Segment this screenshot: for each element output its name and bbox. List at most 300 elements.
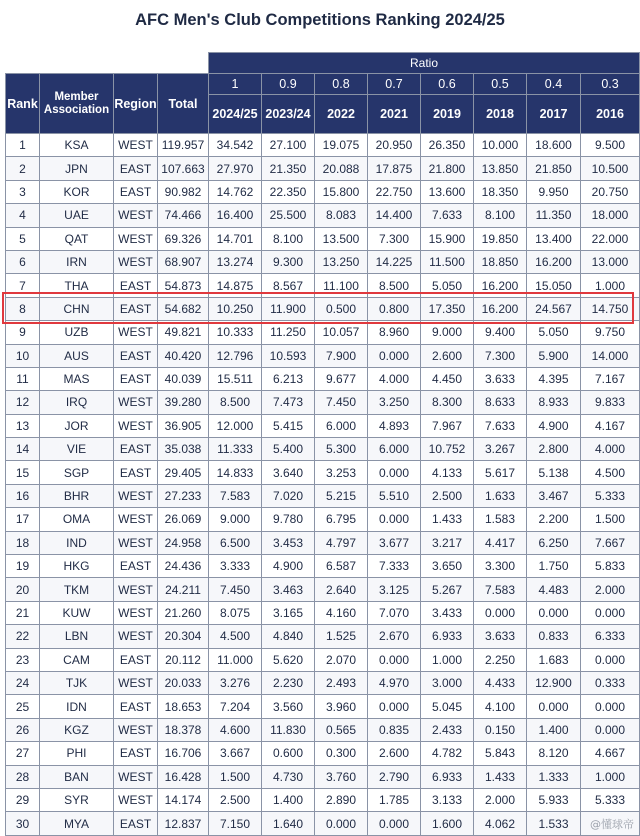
table-cell: 5.138 [527, 461, 581, 484]
table-cell: WEST [114, 671, 158, 694]
table-cell: 1 [6, 134, 40, 157]
table-cell: 3.133 [421, 788, 474, 811]
table-cell: 4.395 [527, 367, 581, 390]
table-cell: 2.670 [368, 625, 421, 648]
table-cell: 19 [6, 555, 40, 578]
table-cell: 20.950 [368, 134, 421, 157]
table-cell: 12.900 [527, 671, 581, 694]
table-cell: EAST [114, 367, 158, 390]
table-cell: 2.250 [474, 648, 527, 671]
table-cell: KUW [40, 601, 114, 624]
table-cell: EAST [114, 438, 158, 461]
table-cell: 16.400 [209, 204, 262, 227]
table-cell: 119.957 [158, 134, 209, 157]
table-cell: 5.215 [315, 484, 368, 507]
table-cell: 1.400 [262, 788, 315, 811]
table-cell: 2.640 [315, 578, 368, 601]
table-cell: 3.633 [474, 367, 527, 390]
table-cell: 39.280 [158, 391, 209, 414]
table-cell: 7.583 [474, 578, 527, 601]
ratio-header-row [6, 53, 640, 74]
table-cell: 12.796 [209, 344, 262, 367]
weight-header: 0.8 [315, 74, 368, 95]
table-cell: 9.677 [315, 367, 368, 390]
table-cell: QAT [40, 227, 114, 250]
table-cell: 5.050 [527, 321, 581, 344]
weight-header: 0.3 [581, 74, 640, 95]
table-cell: 21.850 [527, 157, 581, 180]
table-cell: 36.905 [158, 414, 209, 437]
table-cell: 8.083 [315, 204, 368, 227]
table-cell: 1.640 [262, 812, 315, 835]
table-cell: 18.350 [474, 180, 527, 203]
table-cell: 7 [6, 274, 40, 297]
table-cell: 24 [6, 671, 40, 694]
table-cell: 4.100 [474, 695, 527, 718]
table-cell: 25.500 [262, 204, 315, 227]
table-cell: EAST [114, 461, 158, 484]
table-cell: 15.900 [421, 227, 474, 250]
table-cell: 3.677 [368, 531, 421, 554]
table-cell: SYR [40, 788, 114, 811]
table-cell: VIE [40, 438, 114, 461]
table-row [6, 742, 640, 765]
table-cell: 10.000 [474, 134, 527, 157]
table-cell: 0.000 [368, 648, 421, 671]
table-cell: 5.617 [474, 461, 527, 484]
table-cell: 10.250 [209, 297, 262, 320]
table-cell: 26.350 [421, 134, 474, 157]
table-cell: 20 [6, 578, 40, 601]
table-row [6, 648, 640, 671]
table-cell: 7.300 [474, 344, 527, 367]
table-cell: 7.020 [262, 484, 315, 507]
table-cell: 1.000 [581, 274, 640, 297]
table-cell: 2.600 [421, 344, 474, 367]
table-cell: 10 [6, 344, 40, 367]
season-header: 2021 [368, 95, 421, 134]
table-cell: 1.785 [368, 788, 421, 811]
table-cell: 9 [6, 321, 40, 344]
table-cell: 4 [6, 204, 40, 227]
table-cell: 0.000 [368, 461, 421, 484]
table-cell: WEST [114, 578, 158, 601]
table-cell: 1.500 [581, 508, 640, 531]
region-header: Region [114, 74, 158, 134]
table-cell: 2.500 [209, 788, 262, 811]
table-row [6, 204, 640, 227]
table-cell: 1.683 [527, 648, 581, 671]
page-title: AFC Men's Club Competitions Ranking 2024/25 [135, 11, 505, 29]
table-row [6, 414, 640, 437]
table-cell: IRQ [40, 391, 114, 414]
table-cell: BAN [40, 765, 114, 788]
table-cell: WEST [114, 601, 158, 624]
table-cell: 2.070 [315, 648, 368, 671]
table-cell: 30 [6, 812, 40, 835]
table-cell: 6.933 [421, 765, 474, 788]
table-cell: 2.890 [315, 788, 368, 811]
table-cell: WEST [114, 414, 158, 437]
table-cell: JPN [40, 157, 114, 180]
table-cell: OMA [40, 508, 114, 531]
table-cell: 2.790 [368, 765, 421, 788]
table-cell: WEST [114, 204, 158, 227]
table-cell: 20.304 [158, 625, 209, 648]
table-cell: 8.500 [209, 391, 262, 414]
table-cell: WEST [114, 321, 158, 344]
table-cell: 10.057 [315, 321, 368, 344]
table-cell: MAS [40, 367, 114, 390]
table-cell: 74.466 [158, 204, 209, 227]
table-cell: 14.875 [209, 274, 262, 297]
table-cell: 14.750 [581, 297, 640, 320]
table-cell: 3.650 [421, 555, 474, 578]
table-cell: 14.225 [368, 250, 421, 273]
table-cell: 20.088 [315, 157, 368, 180]
table-cell: 22 [6, 625, 40, 648]
table-cell: SGP [40, 461, 114, 484]
table-cell: 1.533 [527, 812, 581, 835]
table-cell: IND [40, 531, 114, 554]
table-row [6, 180, 640, 203]
table-cell: 2 [6, 157, 40, 180]
table-cell: 1.525 [315, 625, 368, 648]
table-cell: 6.587 [315, 555, 368, 578]
table-cell: 2.230 [262, 671, 315, 694]
table-cell: 10.500 [581, 157, 640, 180]
table-cell: 15.800 [315, 180, 368, 203]
table-cell: 18 [6, 531, 40, 554]
table-cell: 2.200 [527, 508, 581, 531]
table-cell: 14.762 [209, 180, 262, 203]
table-cell: 8.933 [527, 391, 581, 414]
table-cell: 14.000 [581, 344, 640, 367]
season-header: 2019 [421, 95, 474, 134]
table-cell: 69.326 [158, 227, 209, 250]
table-cell: 19.850 [474, 227, 527, 250]
table-cell: 4.840 [262, 625, 315, 648]
table-cell: WEST [114, 718, 158, 741]
table-cell: EAST [114, 648, 158, 671]
table-cell: 7.450 [209, 578, 262, 601]
table-cell: 24.567 [527, 297, 581, 320]
table-cell: 18.850 [474, 250, 527, 273]
table-cell: 54.682 [158, 297, 209, 320]
table-cell: 4.450 [421, 367, 474, 390]
table-cell: 6.795 [315, 508, 368, 531]
table-cell: WEST [114, 625, 158, 648]
table-cell: EAST [114, 157, 158, 180]
table-row [6, 671, 640, 694]
table-cell: 1.433 [421, 508, 474, 531]
table-cell: 8.120 [527, 742, 581, 765]
table-cell: 3.463 [262, 578, 315, 601]
table-row [6, 157, 640, 180]
table-cell: 23 [6, 648, 40, 671]
table-cell: 28 [6, 765, 40, 788]
season-header: 2023/24 [262, 95, 315, 134]
table-cell: 6.500 [209, 531, 262, 554]
table-cell: 11.333 [209, 438, 262, 461]
table-cell: 10.333 [209, 321, 262, 344]
table-cell: 13.000 [581, 250, 640, 273]
table-cell: 11.100 [315, 274, 368, 297]
table-cell: 16.200 [474, 274, 527, 297]
table-cell: 21.800 [421, 157, 474, 180]
table-cell: 4.782 [421, 742, 474, 765]
table-cell: 15.511 [209, 367, 262, 390]
table-cell: 17 [6, 508, 40, 531]
table-cell: 2.000 [474, 788, 527, 811]
table-cell: 15.050 [527, 274, 581, 297]
table-cell: EAST [114, 297, 158, 320]
total-header: Total [158, 74, 209, 134]
table-cell: 11.000 [209, 648, 262, 671]
table-cell: 4.500 [581, 461, 640, 484]
table-cell: 18.653 [158, 695, 209, 718]
member-association-header [40, 74, 114, 134]
table-cell: 3.333 [209, 555, 262, 578]
table-cell: 26 [6, 718, 40, 741]
table-cell: 4.417 [474, 531, 527, 554]
table-cell: 16.706 [158, 742, 209, 765]
table-cell: 7.150 [209, 812, 262, 835]
table-cell: KSA [40, 134, 114, 157]
table-cell: 14.833 [209, 461, 262, 484]
table-cell: 10.752 [421, 438, 474, 461]
table-cell: 14.400 [368, 204, 421, 227]
table-cell: 9.780 [262, 508, 315, 531]
table-cell: 1.633 [474, 484, 527, 507]
table-cell: 7.167 [581, 367, 640, 390]
table-cell: 4.062 [474, 812, 527, 835]
table-cell: 1.000 [421, 648, 474, 671]
table-cell: TJK [40, 671, 114, 694]
table-cell: 0.150 [474, 718, 527, 741]
table-cell: 4.000 [368, 367, 421, 390]
table-cell: 6.333 [581, 625, 640, 648]
table-cell: WEST [114, 227, 158, 250]
table-cell: 13 [6, 414, 40, 437]
table-cell: 4.900 [527, 414, 581, 437]
table-cell: 5.050 [421, 274, 474, 297]
table-cell: MYA [40, 812, 114, 835]
table-cell: 3 [6, 180, 40, 203]
table-cell: 5.267 [421, 578, 474, 601]
table-cell: 4.893 [368, 414, 421, 437]
table-cell: 8.075 [209, 601, 262, 624]
table-cell: 4.600 [209, 718, 262, 741]
table-cell: 3.253 [315, 461, 368, 484]
table-cell: 24.211 [158, 578, 209, 601]
table-cell: 0.600 [262, 742, 315, 765]
table-cell: 6.000 [315, 414, 368, 437]
table-cell: 7.450 [315, 391, 368, 414]
table-cell: IRN [40, 250, 114, 273]
table-cell: 5.400 [262, 438, 315, 461]
table-cell: WEST [114, 250, 158, 273]
table-row [6, 367, 640, 390]
season-header: 2022 [315, 95, 368, 134]
table-cell: EAST [114, 695, 158, 718]
table-row [6, 788, 640, 811]
table-cell: 5 [6, 227, 40, 250]
table-cell: 8.960 [368, 321, 421, 344]
table-cell: 3.000 [421, 671, 474, 694]
table-cell: 0.300 [315, 742, 368, 765]
table-cell: 16 [6, 484, 40, 507]
table-row [6, 461, 640, 484]
table-cell: 4.667 [581, 742, 640, 765]
table-row [6, 718, 640, 741]
table-cell: 7.070 [368, 601, 421, 624]
table-cell: 3.276 [209, 671, 262, 694]
watermark: @懂球帝 [590, 818, 634, 831]
table-row [6, 578, 640, 601]
table-cell: 25 [6, 695, 40, 718]
weight-header: 0.4 [527, 74, 581, 95]
table-cell: UZB [40, 321, 114, 344]
table-cell: 21.260 [158, 601, 209, 624]
table-cell: 8.567 [262, 274, 315, 297]
table-cell: 3.960 [315, 695, 368, 718]
table-cell: 5.833 [581, 555, 640, 578]
table-cell: 16.200 [474, 297, 527, 320]
table-cell: 35.038 [158, 438, 209, 461]
table-cell: 14 [6, 438, 40, 461]
table-cell: 0.000 [474, 601, 527, 624]
table-cell: 27.100 [262, 134, 315, 157]
table-cell: 3.633 [474, 625, 527, 648]
table-cell: 13.250 [315, 250, 368, 273]
table-cell: 5.843 [474, 742, 527, 765]
table-cell: THA [40, 274, 114, 297]
table-cell: 3.217 [421, 531, 474, 554]
table-cell: 0.000 [527, 695, 581, 718]
table-cell: 0.000 [581, 695, 640, 718]
table-cell: 11.500 [421, 250, 474, 273]
table-cell: 6 [6, 250, 40, 273]
table-cell: WEST [114, 484, 158, 507]
table-cell: IDN [40, 695, 114, 718]
table-cell: 26.069 [158, 508, 209, 531]
table-cell: 20.033 [158, 671, 209, 694]
table-cell: 8.100 [262, 227, 315, 250]
table-cell: 9.000 [209, 508, 262, 531]
table-cell: 0.565 [315, 718, 368, 741]
table-cell: 0.500 [315, 297, 368, 320]
table-cell: 7.633 [474, 414, 527, 437]
table-cell: 21.350 [262, 157, 315, 180]
rank-header: Rank [6, 74, 40, 134]
table-cell: 13.600 [421, 180, 474, 203]
table-cell: 13.400 [527, 227, 581, 250]
table-cell: 5.510 [368, 484, 421, 507]
table-cell: 0.833 [527, 625, 581, 648]
table-cell: 3.760 [315, 765, 368, 788]
table-cell: 49.821 [158, 321, 209, 344]
table-cell: 7.900 [315, 344, 368, 367]
table-cell: 3.640 [262, 461, 315, 484]
table-cell: 40.039 [158, 367, 209, 390]
table-cell: 11.350 [527, 204, 581, 227]
table-cell: WEST [114, 788, 158, 811]
weight-header: 0.9 [262, 74, 315, 95]
table-cell: 17.350 [421, 297, 474, 320]
table-cell: 0.000 [315, 812, 368, 835]
member-association-header-text: Member Association [43, 90, 110, 116]
season-header: 2017 [527, 95, 581, 134]
table-cell: 9.000 [421, 321, 474, 344]
table-cell: 5.933 [527, 788, 581, 811]
table-cell: 7.473 [262, 391, 315, 414]
table-cell: EAST [114, 180, 158, 203]
table-cell: 3.467 [527, 484, 581, 507]
table-cell: 17.875 [368, 157, 421, 180]
table-cell: 4.900 [262, 555, 315, 578]
table-cell: 9.833 [581, 391, 640, 414]
weight-header: 0.6 [421, 74, 474, 95]
table-cell: WEST [114, 508, 158, 531]
table-cell: UAE [40, 204, 114, 227]
table-row [6, 227, 640, 250]
table-cell: 1.333 [527, 765, 581, 788]
season-header: 2024/25 [209, 95, 262, 134]
table-row [6, 134, 640, 157]
table-cell: 4.133 [421, 461, 474, 484]
ranking-table [5, 52, 640, 836]
weight-header: 1 [209, 74, 262, 95]
table-cell: 7.633 [421, 204, 474, 227]
table-cell: 1.500 [209, 765, 262, 788]
table-cell: 0.000 [368, 695, 421, 718]
table-cell: 0.000 [368, 812, 421, 835]
table-row [6, 250, 640, 273]
table-cell: HKG [40, 555, 114, 578]
table-cell: 0.000 [368, 508, 421, 531]
table-row [6, 438, 640, 461]
table-row [6, 695, 640, 718]
table-cell: 5.045 [421, 695, 474, 718]
table-cell: LBN [40, 625, 114, 648]
table-cell: WEST [114, 391, 158, 414]
table-cell: 0.000 [368, 344, 421, 367]
table-cell: 9.400 [474, 321, 527, 344]
table-cell: KGZ [40, 718, 114, 741]
table-cell: 7.667 [581, 531, 640, 554]
table-cell: 4.000 [581, 438, 640, 461]
table-cell: EAST [114, 555, 158, 578]
table-cell: 4.483 [527, 578, 581, 601]
table-cell: 27.233 [158, 484, 209, 507]
table-cell: 3.560 [262, 695, 315, 718]
table-cell: 1.400 [527, 718, 581, 741]
table-cell: 13.500 [315, 227, 368, 250]
table-cell: 9.950 [527, 180, 581, 203]
table-cell: 15 [6, 461, 40, 484]
table-cell: 2.433 [421, 718, 474, 741]
table-cell: 6.933 [421, 625, 474, 648]
table-cell: WEST [114, 134, 158, 157]
table-row [6, 321, 640, 344]
table-cell: 0.000 [527, 601, 581, 624]
table-cell: 13.850 [474, 157, 527, 180]
table-cell: 2.493 [315, 671, 368, 694]
table-cell: 11.830 [262, 718, 315, 741]
table-cell: 9.300 [262, 250, 315, 273]
table-cell: EAST [114, 274, 158, 297]
